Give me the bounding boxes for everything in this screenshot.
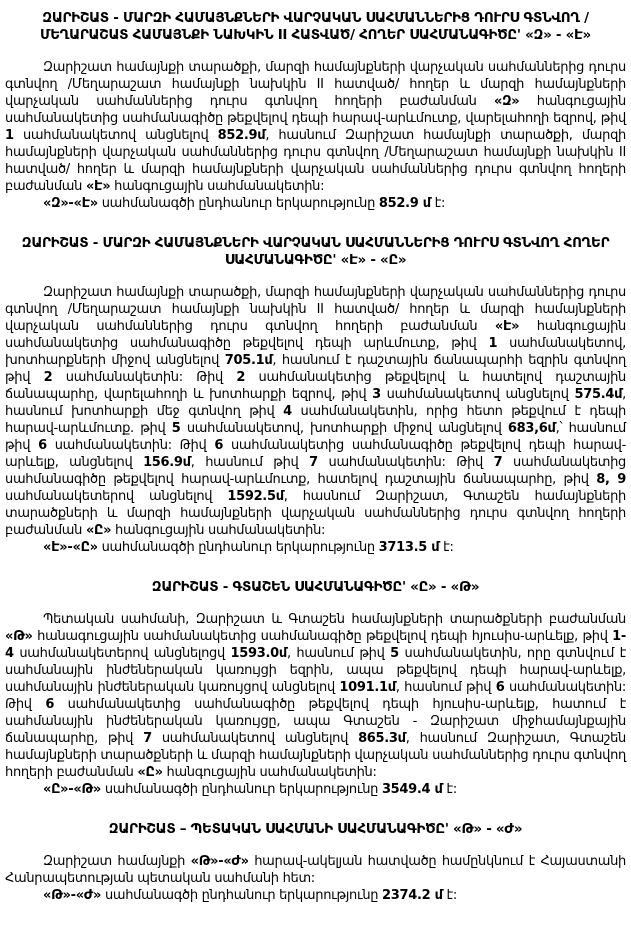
boundary-section (5, 235, 626, 556)
paragraph: Զարիշատ համայնքի տարածքի, մարզի համայնքների վարչական սահմաններից դուրս գտնվող /Մեղարաշատ համայնքի նախկին II հատված/ հողեր և մարզի համայնքների վարչական սահմաններից դուրս գտնվող հողերի բաժանման «Է» հանգուցային սահմանակետից սահմանագիծը թեքվելով դեպի արևմուտք, թիվ 1 սահմանակետով, խոտհարքների միջով անցնելով 705.1մ, հասնում է դաշտային ճանապարհի եզրին գտնվող թիվ 2 սահմանակետին: Թիվ 2 սահմանակետից թեքվելով և հատելով դաշտային ճանապարհը, վարելահողի և խոտհարքի եզրով, թիվ 3 սահմանակետով անցնելով 575.4մ, հասնում խոտհարքի մեջ գտնվող թիվ 4 սահմանակետին, որից հետո թեքվում է դեպի հարավ-արևմուտք. թիվ 5 սահմանակետով, խոտհարքի միջով անցնելով 683,6մ,՝ հասնում թիվ 6 սահմանակետին: Թիվ 6 սահմանակետից սահմանագիծը թեքվելով դեպի հարավ-արևելք, անցնելով 156.9մ, հասնում թիվ 7 սահմանակետին: Թիվ 7 սահմանակետից սահմանագիծը թեքվելով հարավ-արևմուտք, հատելով դաշտային ճանապարհը, թիվ 8, 9 սահմանակետերով անցնելով 1592.5մ, հասնում Զարիշատ, Գտաշեն համայնքների տարածքների և մարզի համայնքների վարչական սահմաններից դուրս գտնվող հողերի բաժանման «Ը» հանգուցային սահմանակետին: (5, 285, 626, 538)
section-heading: ԶԱՐԻՇԱՏ - ԳՏԱՇԵՆ ՍԱՀՄԱՆԱԳԻԾԸ' «Ը» - «Թ» (151, 579, 480, 595)
section-heading: ԶԱՐԻՇԱՏ – ՊԵՏԱԿԱՆ ՍԱՀՄԱՆԻ ՍԱՀՄԱՆԱԳԻԾԸ' «Թ» - «Ժ» (108, 821, 523, 837)
section-heading: ԶԱՐԻՇԱՏ - ՄԱՐԶԻ ՀԱՄԱՅՆՔՆԵՐԻ ՎԱՐՉԱԿԱՆ ՍԱՀՄԱՆՆԵՐԻՑ ԴՈՒՐՍ ԳՏՆՎՈՂ /ՄԵՂԱՐԱՇԱՏ ՀԱՄԱՅՆՔԻ ՆԱԽԿԻՆ II ՀԱՏՎԱԾ/ ՀՈՂԵՐ ՍԱՀՄԱՆԱԳԻԾԸ' «Զ» - «Է» (40, 10, 591, 43)
paragraph: Զարիշատ համայնքի տարածքի, մարզի համայնքների վարչական սահմաններից դուրս գտնվող /Մեղարաշատ համայնքի նախկին II հատված/ հողեր և մարզի համայնքների վարչական սահմաններից դուրս գտնվող հողերի բաժանման «Զ» հանգուցային սահմանակետից սահմանագիծը թեքվելով դեպի հարավ-արևմուտք, վարելահողի եզրով, թիվ 1 սահմանակետով անցնելով 852.9մ, հասնում Զարիշատ համայնքի տարածքի, մարզի համայնքների վարչական սահմաններից դուրս գտնվող /Մեղարաշատ համայնքի նախկին II հատված/ հողեր և մարզի համայնքների վարչական սահմաններից դուրս գտնվող հողերի բաժանման «Է» հանգուցային սահմանակետին: (5, 60, 626, 194)
summary-line: «Ը»-«Թ» սահմանագծի ընդհանուր երկարությունը 3549.4 մ է: (43, 782, 457, 797)
summary-line: «Զ»-«Է» սահմանագծի ընդհանուր երկարությունը 852.9 մ է: (43, 196, 446, 211)
boundary-section (5, 579, 626, 798)
section-heading: ԶԱՐԻՇԱՏ - ՄԱՐԶԻ ՀԱՄԱՅՆՔՆԵՐԻ ՎԱՐՉԱԿԱՆ ՍԱՀՄԱՆՆԵՐԻՑ ԴՈՒՐՍ ԳՏՆՎՈՂ ՀՈՂԵՐ ՍԱՀՄԱՆԱԳԻԾԸ' «Է» - «Ը» (21, 235, 610, 268)
summary-line: «Է»-«Ը» սահմանագծի ընդհանուր երկարությունը 3713.5 մ է: (43, 540, 454, 555)
paragraph: Պետական սահմանի, Զարիշատ և Գտաշեն համայնքների տարածքների բաժանման «Թ» հանագուցային սահմանակետից սահմանագիծը թեքվելով դեպի հյուսիս-արևելք, թիվ 1-4 սահմանակետերով անցնելոցվ 1593.0մ, հասնում թիվ 5 սահմանակետին, որը գտնվում է սահմանային ինժեներական կառույցի եզրին, ապա թեքվելով դեպի հարավ-արևելք, սահմանային ինժեներական կառույցով անցնելով 1091.1մ, հասնում թիվ 6 սահմանակետին: Թիվ 6 սահմանակետից սահմանագիծը թեքվելով դեպի հյուսիս-արևելք, հատում է սահմանային ինժեներական կառույցը, ապա Գտաշեն - Զարիշատ միջհամայնքային ճանապարհը, թիվ 7 սահմանակետով անցնելով 865.3մ, հասնում Զարիշատ, Գտաշեն համայնքների տարածքների և մարզի համայնքների վարչական սահմաններից դուրս գտնվող հողերի բաժանման «Ը» հանգուցային սահմանակետին: (5, 612, 627, 780)
paragraph: Զարիշատ համայնքի «Թ»-«Ժ» հարավ-ակելյան հատվածը համընկնում է Հայաստանի Հանրապետության պետական սահմանի հետ: (5, 854, 626, 886)
boundary-section (5, 821, 626, 904)
boundary-section (5, 10, 626, 212)
summary-line: «Թ»-«Ժ» սահմանագծի ընդհանուր երկարությունը 2374.2 մ է: (43, 888, 458, 903)
